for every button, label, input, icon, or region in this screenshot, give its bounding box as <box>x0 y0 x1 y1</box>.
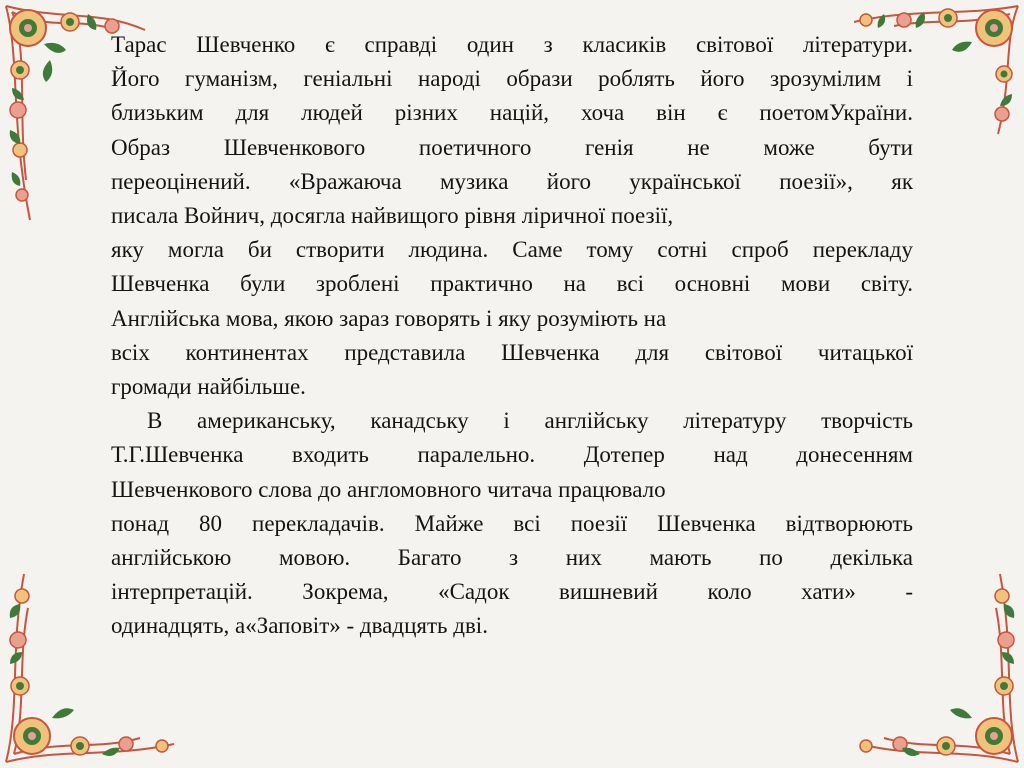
body-text <box>111 28 913 644</box>
text-line: яку могла би створити людина. Саме тому сотні спроб перекладу <box>111 237 913 263</box>
text-line: всіх континентах представила Шевченка для світової читацької <box>111 339 913 365</box>
text-line: В американську, канадську і англійську літературу творчість <box>147 408 913 434</box>
text-line: громади найбільше. <box>111 374 306 400</box>
text-line: Шевченка були зроблені практично на всі основні мови світу. <box>111 271 913 297</box>
text-line: переоцінений. «Вражаюча музика його української поезії», як <box>111 168 913 194</box>
text-line: англійською мовою. Багато з них мають по декілька <box>111 545 913 571</box>
text-line: Шевченкового слова до англомовного читача працювало <box>111 476 666 502</box>
text-line: інтерпретацій. Зокрема, «Садок вишневий коло хати» - <box>111 579 913 605</box>
text-line: Англійська мова, якою зараз говорять і яку розуміють на <box>111 305 667 331</box>
text-line: Т.Г.Шевченка входить паралельно. Дотепер над донесенням <box>111 442 913 468</box>
text-line: одинадцять, а«Заповіт» - двадцять дві. <box>111 613 488 639</box>
text-line: Його гуманізм, геніальні народі образи роблять його зрозумілим і <box>111 66 913 92</box>
text-line: Образ Шевченкового поетичного генія не може бути <box>111 134 913 160</box>
text-line: понад 80 перекладачів. Майже всі поезії Шевченка відтворюють <box>111 510 913 536</box>
text-line: писала Войнич, досягла найвищого рівня ліричної поезії, <box>111 203 674 229</box>
text-line: близьким для людей різних націй, хоча він є поетомУкраїни. <box>111 100 913 126</box>
text-line: Тарас Шевченко є справді один з класиків світової літератури. <box>111 32 913 57</box>
